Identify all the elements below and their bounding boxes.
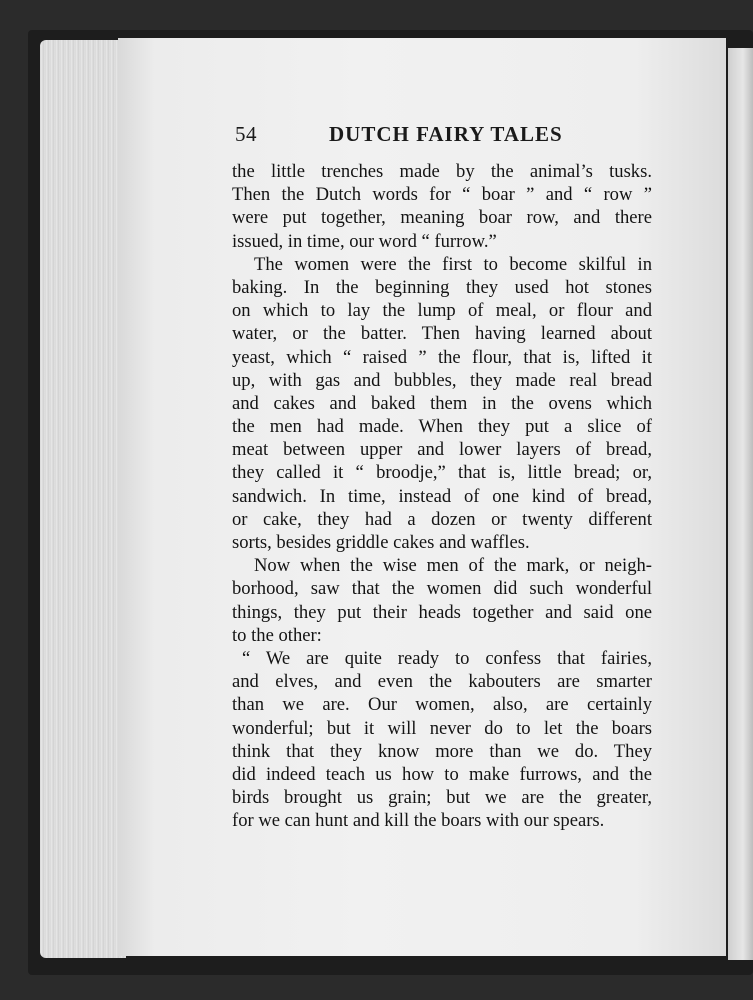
text-line: Then the Dutch words for “ boar ” and “ row ” (232, 184, 652, 206)
text-line: water, or the batter. Then having learned about (232, 323, 652, 345)
text-line: and cakes and baked them in the ovens which (232, 392, 652, 414)
text-line: up, with gas and bubbles, they made real bread (232, 369, 652, 391)
text-line: they called it “ broodje,” that is, little bread; or, (232, 462, 652, 484)
text-line: yeast, which “ raised ” the flour, that is, lifted it (232, 346, 652, 368)
text-line: think that they know more than we do. They (232, 740, 652, 762)
text-line: meat between upper and lower layers of bread, (232, 439, 652, 461)
text-line: the men had made. When they put a slice of (232, 416, 652, 438)
text-line: or cake, they had a dozen or twenty different (232, 508, 652, 530)
text-line: and elves, and even the kabouters are smarter (232, 671, 652, 693)
text-line: were put together, meaning boar row, and there (232, 207, 652, 229)
text-line: Now when the wise men of the mark, or neigh- (254, 555, 652, 577)
text-line: borhood, saw that the women did such wonderful (232, 578, 652, 600)
text-line: birds brought us grain; but we are the greater, (232, 787, 652, 809)
text-line: wonderful; but it will never do to let the boars (232, 717, 652, 739)
page-header (235, 122, 635, 152)
body-text (232, 160, 652, 832)
text-line: issued, in time, our word “ furrow.” (232, 230, 497, 252)
text-line: to the other: (232, 624, 322, 646)
page-stack-edge (40, 40, 126, 958)
text-line: on which to lay the lump of meal, or flour and (232, 300, 652, 322)
text-line: the little trenches made by the animal’s tusks. (232, 161, 652, 182)
page-number: 54 (235, 122, 257, 146)
text-line: did indeed teach us how to make furrows, and the (232, 763, 652, 785)
right-page-edge (728, 48, 753, 960)
text-line: “ We are quite ready to confess that fairies, (242, 647, 652, 669)
text-line: The women were the first to become skilful in (254, 253, 652, 275)
text-line: sorts, besides griddle cakes and waffles. (232, 532, 530, 553)
text-line: for we can hunt and kill the boars with our spears. (232, 810, 605, 832)
running-title: DUTCH FAIRY TALES (329, 122, 563, 146)
text-line: sandwich. In time, instead of one kind of bread, (232, 485, 652, 507)
text-line: things, they put their heads together and said one (232, 601, 652, 623)
text-line: baking. In the beginning they used hot stones (232, 276, 652, 298)
text-line: than we are. Our women, also, are certainly (232, 694, 652, 716)
